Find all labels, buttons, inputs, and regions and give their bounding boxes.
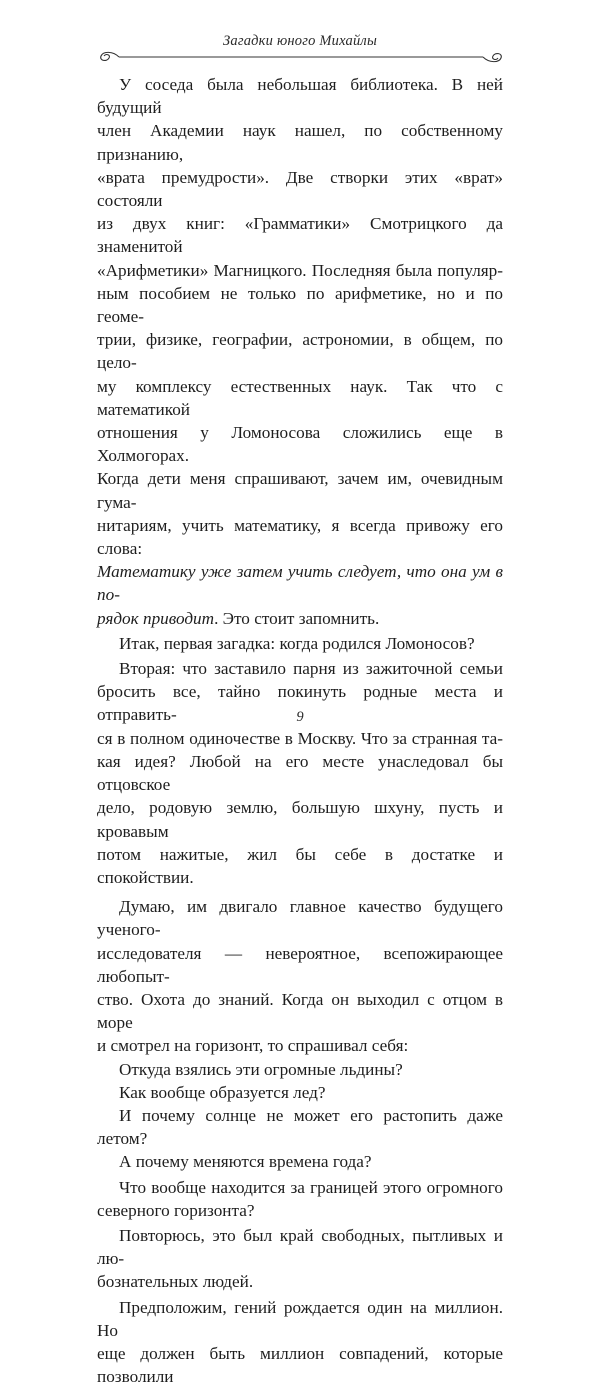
page-number: 9	[296, 709, 304, 725]
text-line: му комплексу естественных наук. Так что с математикой	[97, 376, 503, 419]
text-line: Предположим, гений рождается один на миллион. Но	[97, 1297, 503, 1340]
running-head-title: Загадки юного Михайлы	[223, 33, 377, 49]
text-line: «Арифметики» Магницкого. Последняя была популяр-	[97, 260, 503, 280]
text-line: Когда дети меня спрашивают, зачем им, очевидным гума-	[97, 469, 503, 512]
text-line: У соседа была небольшая библиотека. В ней будущий	[97, 75, 503, 118]
text-line: Повторюсь, это был край свободных, пытливых и лю-	[97, 1225, 503, 1269]
text-line: бознательных людей.	[97, 1272, 254, 1292]
text-line: еще должен быть миллион совпадений, которые позволили	[97, 1343, 503, 1387]
quote-italic: рядок приводит	[97, 608, 215, 628]
text-line: член Академии наук нашел, по собственному признанию,	[97, 121, 503, 164]
header-ornament	[95, 50, 507, 64]
text-line: ся в полном одиночестве в Москву. Что за странная та-	[97, 728, 503, 748]
text-line: северного горизонта?	[97, 1200, 255, 1220]
question-line: И почему солнце не может его растопить даже летом?	[97, 1105, 503, 1149]
text-line: «врата премудрости». Две створки этих «врат» состояли	[97, 167, 503, 211]
quote-tail: . Это стоит запомнить.	[214, 608, 380, 628]
question-line: Откуда взялись эти огромные льдины?	[119, 1059, 403, 1079]
quote-italic: Математику уже затем учить следует, что она ум в по-	[97, 562, 503, 605]
quote-line	[97, 607, 503, 630]
text-line: и смотрел на горизонт, то спрашивал себя:	[97, 1036, 409, 1056]
text-line: кая идея? Любой на его месте унаследовал бы отцовское	[97, 751, 503, 795]
quote-line	[97, 560, 503, 606]
text-line: бросить все, тайно покинуть родные места и отправить-	[97, 682, 503, 725]
text-line: трии, физике, географии, астрономии, в общем, по цело-	[97, 330, 503, 373]
text-line: Что вообще находится за границей этого огромного	[119, 1177, 503, 1197]
question-line: Как вообще образуется лед?	[119, 1082, 326, 1102]
text-line: потом нажитые, жил бы себе в достатке и спокойствии.	[97, 844, 503, 887]
body-text	[97, 73, 503, 1388]
text-line: ство. Охота до знаний. Когда он выходил с отцом в море	[97, 989, 503, 1033]
text-line: Думаю, им двигало главное качество будущего ученого-	[97, 897, 503, 940]
text-line: ным пособием не только по арифметике, но и по геоме-	[97, 283, 503, 327]
paragraph-first-riddle: Итак, первая загадка: когда родился Ломоносов?	[119, 633, 475, 653]
text-line: из двух книг: «Грамматики» Смотрицкого да знаменитой	[97, 214, 503, 257]
text-line: отношения у Ломоносова сложились еще в Холмогорах.	[97, 423, 503, 466]
question-line: А почему меняются времена года?	[119, 1152, 372, 1172]
text-line: Вторая: что заставило парня из зажиточной семьи	[119, 659, 503, 679]
text-line: дело, родовую землю, большую шхуну, пусть и кровавым	[97, 798, 503, 841]
text-line: нитариям, учить математику, я всегда привожу его слова:	[97, 515, 503, 559]
text-line: исследователя — невероятное, всепожирающее любопыт-	[97, 943, 503, 986]
